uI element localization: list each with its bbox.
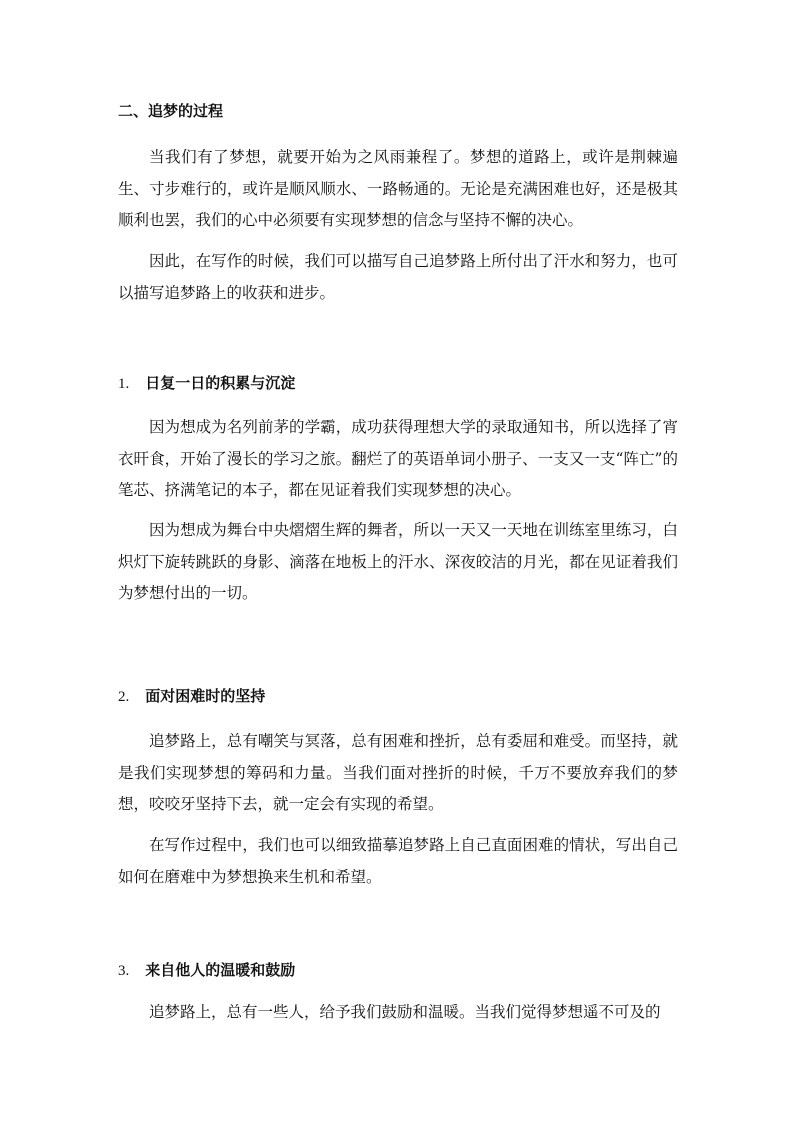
subsection-heading-3 (118, 960, 295, 981)
subsection-2-paragraph-1: 追梦路上，总有嘲笑与冥落，总有困难和挫折，总有委屈和难受。而坚持，就是我们实现梦想的筹码和力量。当我们面对挫折的时候，千万不要放弃我们的梦想，咬咬牙坚持下去，就一定会有实现的希望。 (118, 732, 678, 813)
subsection-1-paragraph-2: 因为想成为舞台中央熠熠生辉的舞者，所以一天又一天地在训练室里练习，白炽灯下旋转跳跃的身影、滴落在地板上的汗水、深夜皎洁的月光，都在见证着我们为梦想付出的一切。 (118, 521, 678, 602)
subsection-number: 1. (118, 376, 130, 392)
subsection-number: 2. (118, 689, 130, 705)
section-paragraph-1: 当我们有了梦想，就要开始为之风雨兼程了。梦想的道路上，或许是荆棘遍生、寸步难行的，或许是顺风顺水、一路畅通的。无论是充满困难也好，还是极其顺利也罢，我们的心中必须要有实现梦想的信念与坚持不懈的决心。 (118, 148, 678, 229)
subsection-2-paragraph-2: 在写作过程中，我们也可以细致描摹追梦路上自己直面困难的情状，写出自己如何在磨难中为梦想换来生机和希望。 (118, 836, 678, 886)
subsection-title: 日复一日的积累与沉淀 (145, 374, 296, 392)
subsection-heading-1 (118, 373, 295, 394)
subsection-3-paragraph-1: 追梦路上，总有一些人，给予我们鼓励和温暖。当我们觉得梦想遥不可及的 (149, 1003, 661, 1021)
section-heading: 二、追梦的过程 (118, 102, 224, 120)
subsection-number: 3. (118, 963, 130, 979)
subsection-title: 来自他人的温暖和鼓励 (145, 961, 296, 979)
section-paragraph-2: 因此，在写作的时候，我们可以描写自己追梦路上所付出了汗水和努力，也可以描写追梦路上的收获和进步。 (118, 252, 678, 302)
subsection-title: 面对困难时的坚持 (145, 687, 266, 705)
subsection-heading-2 (118, 686, 265, 707)
subsection-1-paragraph-1: 因为想成为名列前茅的学霸，成功获得理想大学的录取通知书，所以选择了宵衣旰食，开始了漫长的学习之旅。翻烂了的英语单词小册子、一支又一支“阵亡”的笔芯、挤满笔记的本子，都在见证着我们实现梦想的决心。 (118, 418, 678, 499)
